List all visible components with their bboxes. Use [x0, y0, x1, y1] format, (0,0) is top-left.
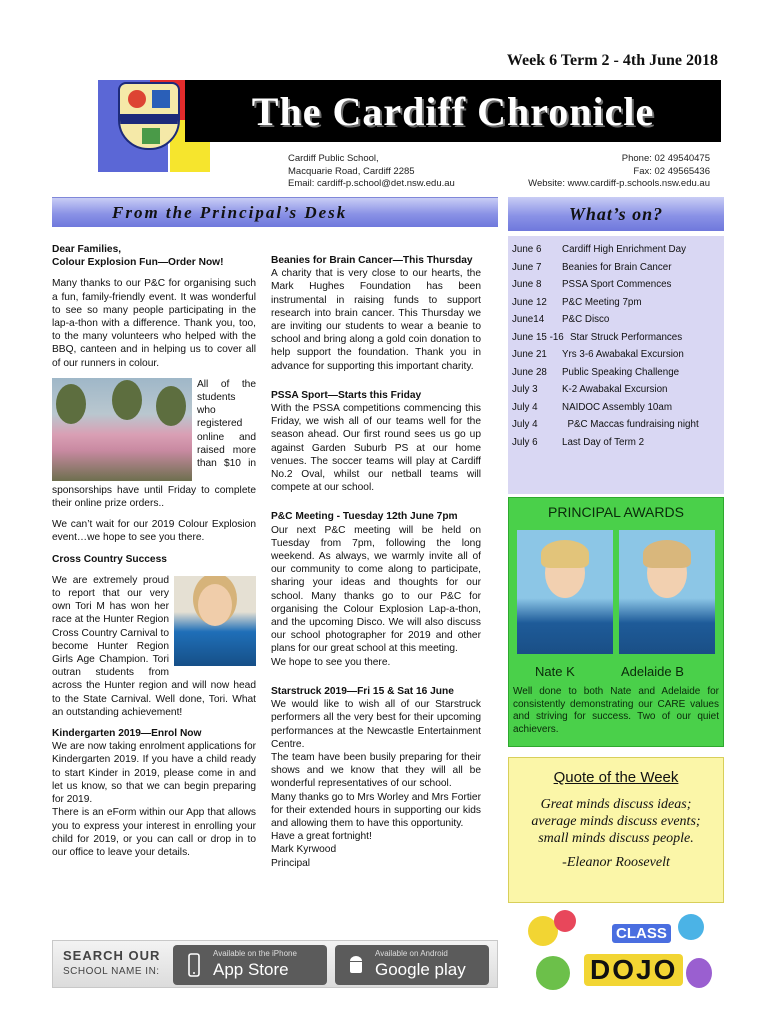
- quote-text: Great minds discuss ideas; average minds discuss events; small minds discuss people.: [531, 797, 701, 846]
- pc-meeting-heading: P&C Meeting - Tuesday 12th June 7pm: [271, 511, 458, 523]
- kindergarten-text: We are now taking enrolment applications for Kindergarten 2019. If you have a child ready to start Kinder in 2019, please come in and let us know, so that we can begin preparing for 2019.: [52, 741, 256, 806]
- quote-heading: Quote of the Week: [553, 769, 679, 786]
- starstruck-heading: Starstruck 2019—Fri 15 & Sat 16 June: [271, 685, 454, 697]
- principal-column-left: [52, 243, 256, 859]
- adelaide-photo: [619, 530, 715, 654]
- school-contact: Phone: 02 49540475 Fax: 02 49565436 Website: www.cardiff-p.schools.nsw.edu.au: [528, 153, 710, 189]
- colour-explosion-prizes-text: All of the students who registered online and raised more than $10 in sponsorships have until Friday to complete their online prize orders..: [52, 378, 256, 510]
- newsletter-title: The Cardiff Chronicle: [185, 80, 721, 142]
- event-item: July 3 K-2 Awabakal Excursion: [512, 384, 668, 395]
- event-item: June 6 Cardiff High Enrichment Day: [512, 244, 686, 255]
- pssa-heading: PSSA Sport—Starts this Friday: [271, 389, 422, 401]
- pssa-text: With the PSSA competitions commencing this Friday, we wish all of our teams well for the season ahead. Our first round sees us go up against Garden Suburb PS at our home venues. The soccer teams will play at Cardiff No.2 Oval, whilst our netball teams will compete at our school.: [271, 403, 481, 494]
- issue-date: Week 6 Term 2 - 4th June 2018: [506, 52, 718, 69]
- greeting: Dear Families,: [52, 244, 122, 255]
- event-item: July 4 P&C Maccas fundraising night: [512, 419, 699, 430]
- kindergarten-heading: Kindergarten 2019—Enrol Now: [52, 728, 202, 740]
- starstruck-text: We would like to wish all of our Starstruck performers all the very best for their upcoming performances at the Newcastle Entertainment Centre.: [271, 699, 481, 750]
- cross-country-heading: Cross Country Success: [52, 553, 167, 565]
- dojo-word: DOJO: [584, 954, 683, 986]
- pc-meeting-closing: We hope to see you there.: [271, 656, 391, 668]
- colour-explosion-2019-text: We can’t wait for our 2019 Colour Explosion event…we hope to see you there.: [52, 519, 256, 544]
- app-store-button[interactable]: Available on the iPhone App Store: [173, 945, 327, 985]
- pc-meeting-text: Our next P&C meeting will be held on Tuesday from 7pm, following the long weekend. As always, we warmly invite all of our community to come along to participate, sharing your ideas and thoughts for our school. Many thanks go to our P&C for organising the Colour Explosion Lap-a-thon, and the upcoming Disco. We will also discuss our school photographer for 2019 and other plans for our great school at this meeting.: [271, 524, 481, 655]
- award-name-nate: Nate K: [535, 664, 575, 679]
- kindergarten-eform-text: There is an eForm within our App that allows you to express your interest in enrolling your child for 2019, or you can call or drop in to our office to leave your details.: [52, 807, 256, 858]
- school-crest-logo: [118, 82, 180, 150]
- school-address: Cardiff Public School, Macquarie Road, Cardiff 2285 Email: cardiff-p.school@det.nsw.edu.au: [288, 153, 455, 189]
- event-item: June 21 Yrs 3-6 Awabakal Excursion: [512, 349, 684, 360]
- signoff-name: Mark Kyrwood: [271, 844, 337, 856]
- award-name-adelaide: Adelaide B: [621, 664, 684, 679]
- event-item: June14 P&C Disco: [512, 314, 610, 325]
- event-item: June 7 Beanies for Brain Cancer: [512, 261, 672, 273]
- event-item: July 4 NAIDOC Assembly 10am: [512, 401, 672, 413]
- google-play-button[interactable]: Available on Android Google play: [335, 945, 489, 985]
- colour-explosion-heading: Colour Explosion Fun—Order Now!: [52, 257, 224, 269]
- signoff-title: Principal: [271, 857, 311, 869]
- android-icon: [345, 953, 367, 977]
- whats-on-list: [508, 236, 724, 494]
- event-item: June 8 PSSA Sport Commences: [512, 279, 672, 290]
- fortnight-wish: Have a great fortnight!: [271, 831, 372, 843]
- whats-on-heading: What’s on?: [508, 197, 724, 231]
- cross-country-text: We are extremely proud to report that our very own Tori M has won her race at the Hunter Region Cross Country Carnival to become Hunter Region Girls Age Champion. Tori outran students from across the Hunter region and will now head to the State Carnival. Well done, Tori. What an outstanding achievement!: [52, 574, 256, 718]
- nate-photo: [517, 530, 613, 654]
- principal-awards-box: [508, 497, 724, 747]
- event-item: June 15 -16 Star Struck Performances: [512, 331, 683, 343]
- quote-author: -Eleanor Roosevelt: [562, 855, 670, 870]
- iphone-icon: [183, 953, 205, 977]
- event-item: June 28 Public Speaking Challenge: [512, 366, 680, 378]
- quote-box: [508, 757, 724, 903]
- search-prompt: SEARCH OUR SCHOOL NAME IN:: [63, 948, 161, 977]
- colour-explosion-text: Many thanks to our P&C for organising such a fun, family-friendly event. It was wonderful to see so many people participating in the lap-a-thon with a difference. Thank you, too, to the many volunteers who helped with the BBQ, canteen and in helping us to cover all of our runners in colour.: [52, 278, 256, 369]
- app-store-banner: [52, 940, 498, 988]
- principal-section-heading: From the Principal’s Desk: [52, 197, 498, 227]
- class-dojo-logo: [518, 910, 714, 996]
- event-item: July 6 Last Day of Term 2: [512, 436, 645, 448]
- awards-text: Well done to both Nate and Adelaide for consistently demonstrating our CARE values and striving for success. Two of our quiet achievers.: [513, 686, 719, 735]
- class-word: CLASS: [612, 924, 671, 943]
- awards-heading: PRINCIPAL AWARDS: [548, 504, 684, 520]
- starstruck-team-text: The team have been busily preparing for their shows and we know that they will all be wonderful representatives of our school.: [271, 751, 481, 790]
- colour-run-photo: [52, 378, 192, 481]
- beanies-heading: Beanies for Brain Cancer—This Thursday: [271, 255, 473, 266]
- starstruck-thanks-text: Many thanks go to Mrs Worley and Mrs Fortier for their extended hours in supporting our kids and allowing them to have this opportunity.: [271, 791, 481, 829]
- beanies-text: A charity that is very close to our hearts, the Mark Hughes Foundation has been instrumental in raising funds to support research into brain cancer. This Thursday we are inviting our students to wear a beanie to school and bring along a gold coin donation to help support the foundation. Thank you in advance for supporting this important charity.: [271, 268, 481, 372]
- event-item: June 12 P&C Meeting 7pm: [512, 296, 642, 308]
- tori-photo: [174, 576, 256, 666]
- principal-column-right: [271, 254, 481, 870]
